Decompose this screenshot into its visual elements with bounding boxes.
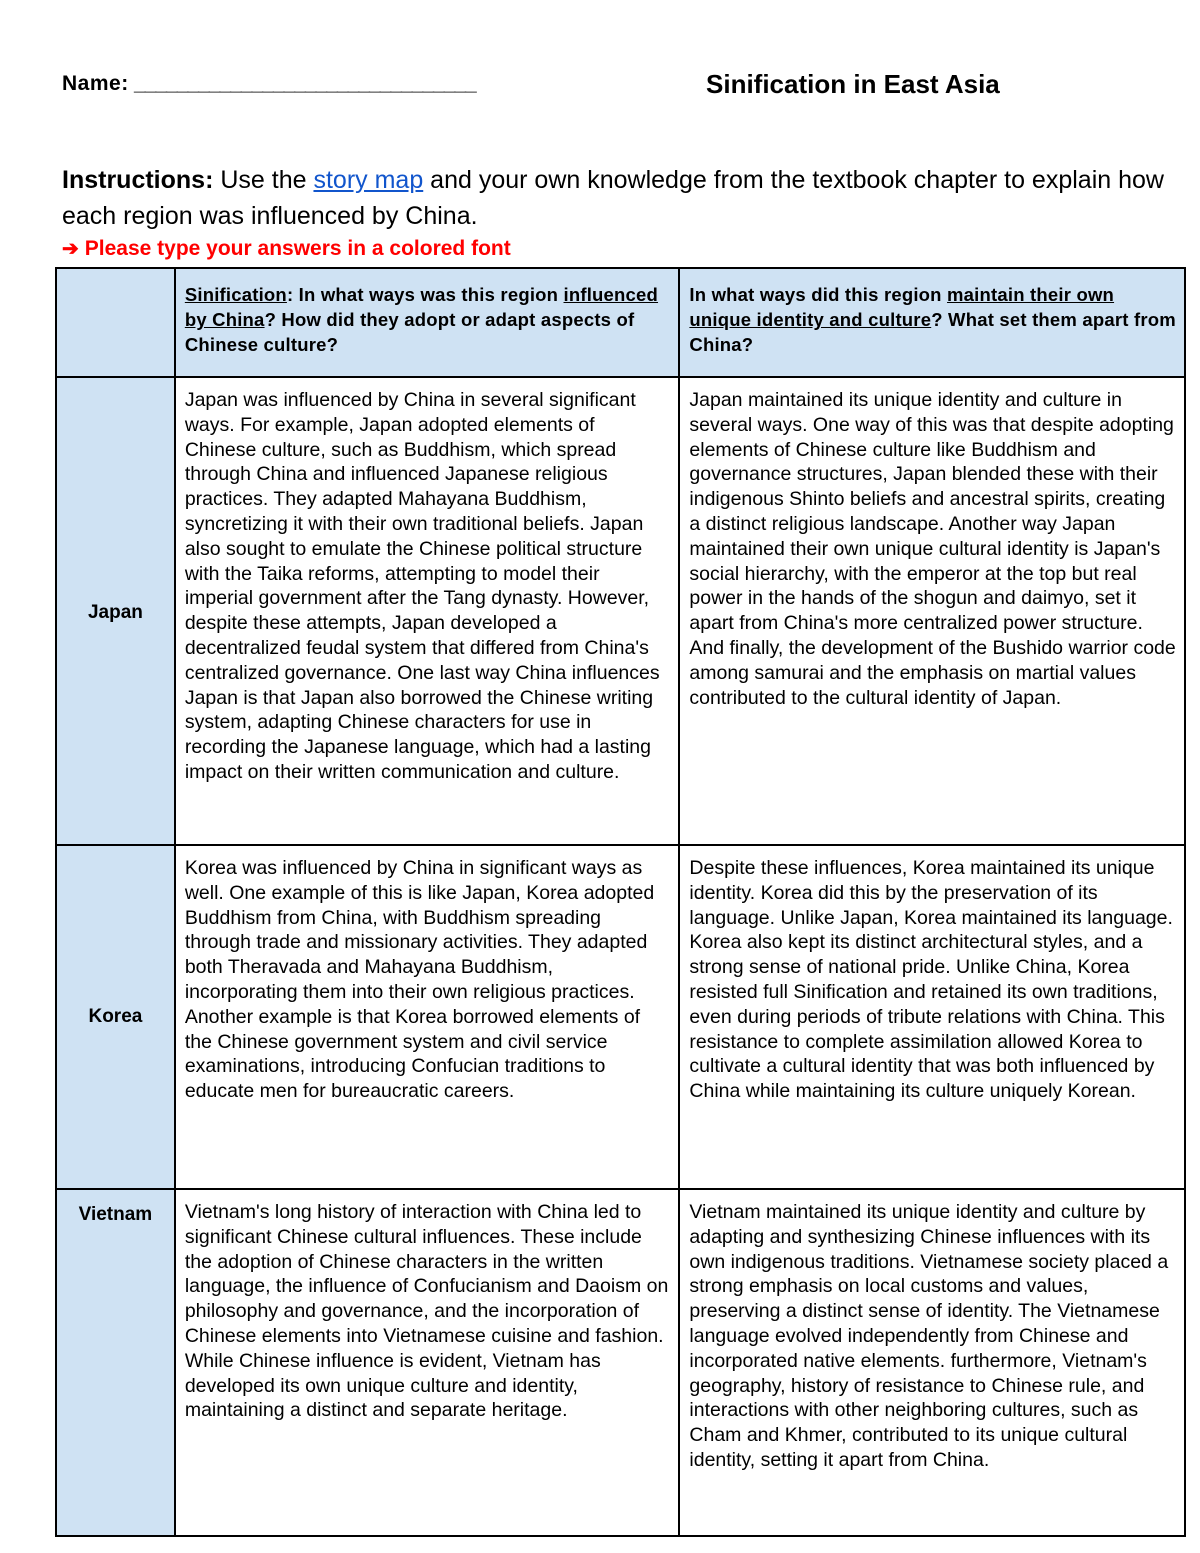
document-header bbox=[62, 69, 1162, 106]
instructions-text-before-link: Use the bbox=[213, 166, 314, 194]
instructions-lead: Instructions: bbox=[62, 166, 214, 194]
note-text: Please type your answers in a colored font bbox=[84, 237, 511, 260]
region-label: Korea bbox=[88, 1006, 143, 1027]
colored-font-note bbox=[62, 236, 511, 261]
answer-influenced-korea[interactable]: Korea was influenced by China in significant ways as well. One example of this is like Japan, Korea adopted Buddhism from China, with Buddhism spreading through trade and missionary activities. They adapted both Theravada and Mahayana Buddhism, incorporating them into their own religious practices. Another example is that Korea borrowed elements of the Chinese government system and civil service examinations, introducing Confucian traditions to educate men for bureaucratic careers. bbox=[175, 845, 680, 1189]
table-header-row bbox=[56, 268, 1185, 377]
header-col2-text-2: ? What set them apart from China? bbox=[689, 309, 1176, 355]
answer-maintained-vietnam[interactable]: Vietnam maintained its unique identity and culture by adapting and synthesizing Chinese influences with its own indigenous traditions. Vietnamese society placed a strong emphasis on local customs and values, preserving a distinct sense of identity. The Vietnamese language evolved independently from Chinese and incorporated native elements. furthermore, Vietnam's geography, history of resistance to Chinese rule, and interactions with other neighboring cultures, such as Cham and Khmer, contributed to its unique cultural identity, setting it apart from China. bbox=[679, 1189, 1185, 1536]
story-map-link[interactable]: story map bbox=[313, 166, 424, 194]
sinification-table bbox=[55, 267, 1186, 1537]
instructions-paragraph bbox=[62, 162, 1172, 234]
region-cell-vietnam bbox=[56, 1189, 175, 1536]
header-term-sinification: Sinification bbox=[184, 284, 287, 305]
table-row bbox=[56, 1189, 1185, 1536]
right-arrow-icon: ➔ bbox=[62, 238, 79, 260]
header-col2-emphasis: maintain their own unique identity and culture bbox=[689, 284, 1115, 330]
instructions-text-after-link: and your own knowledge from the textbook chapter to explain how each region was influenced by China. bbox=[62, 166, 1164, 230]
name-blank-line[interactable]: ________________________________ bbox=[134, 72, 476, 95]
table-row bbox=[56, 845, 1185, 1189]
answer-influenced-japan[interactable]: Japan was influenced by China in several significant ways. For example, Japan adopted elements of Chinese culture, such as Buddhism, which spread through China and influenced Japanese religious practices. They adapted Mahayana Buddhism, syncretizing it with their own traditional beliefs. Japan also sought to emulate the Chinese political structure with the Taika reforms, attempting to model their imperial government after the Tang dynasty. However, despite these attempts, Japan developed a decentralized feudal system that differed from China's centralized governance. One last way China influences Japan is that Japan also borrowed the Chinese writing system, adapting Chinese characters for use in recording the Japanese language, which had a lasting impact on their written communication and culture. bbox=[175, 377, 680, 845]
header-col2-text-1: In what ways did this region bbox=[689, 284, 948, 305]
answer-maintained-japan[interactable]: Japan maintained its unique identity and culture in several ways. One way of this was that despite adopting elements of Chinese culture like Buddhism and governance structures, Japan blended these with their indigenous Shinto beliefs and ancestral spirits, creating a distinct religious landscape. Another way Japan maintained their own unique cultural identity is Japan's social hierarchy, with the emperor at the top but real power in the hands of the shogun and daimyo, set it apart from China's more centralized power structure. And finally, the development of the Bushido warrior code among samurai and the emphasis on martial values contributed to the cultural identity of Japan. bbox=[679, 377, 1185, 845]
header-col1-emphasis: influenced by China bbox=[184, 284, 659, 330]
header-corner-cell bbox=[56, 268, 175, 377]
region-label: Japan bbox=[87, 602, 143, 623]
region-cell-korea bbox=[56, 845, 175, 1189]
document-title: Sinification in East Asia bbox=[706, 69, 1000, 99]
region-label: Vietnam bbox=[78, 1204, 153, 1225]
answer-influenced-vietnam[interactable]: Vietnam's long history of interaction with China led to significant Chinese cultural influences. These include the adoption of Chinese characters in the written language, the influence of Confucianism and Daoism on philosophy and governance, and the incorporation of Chinese elements into Vietnamese cuisine and fashion. While Chinese influence is evident, Vietnam has developed its own unique culture and identity, maintaining a distinct and separate heritage. bbox=[175, 1189, 680, 1536]
region-cell-japan bbox=[56, 377, 175, 845]
name-label: Name: bbox=[62, 72, 129, 95]
header-influenced-question bbox=[175, 268, 680, 377]
table-row bbox=[56, 377, 1185, 845]
header-col1-text-1: : In what ways was this region bbox=[286, 284, 564, 305]
header-maintained-question bbox=[679, 268, 1185, 377]
header-col1-text-2: ? How did they adopt or adapt aspects of Chinese culture? bbox=[184, 309, 635, 355]
answer-maintained-korea[interactable]: Despite these influences, Korea maintained its unique identity. Korea did this by the preservation of its language. Unlike Japan, Korea maintained its language. Korea also kept its distinct architectural styles, and a strong sense of national pride. Unlike China, Korea resisted full Sinification and retained its own traditions, even during periods of tribute relations with China. This resistance to complete assimilation allowed Korea to cultivate a cultural identity that was both influenced by China while maintaining its culture uniquely Korean. bbox=[679, 845, 1185, 1189]
